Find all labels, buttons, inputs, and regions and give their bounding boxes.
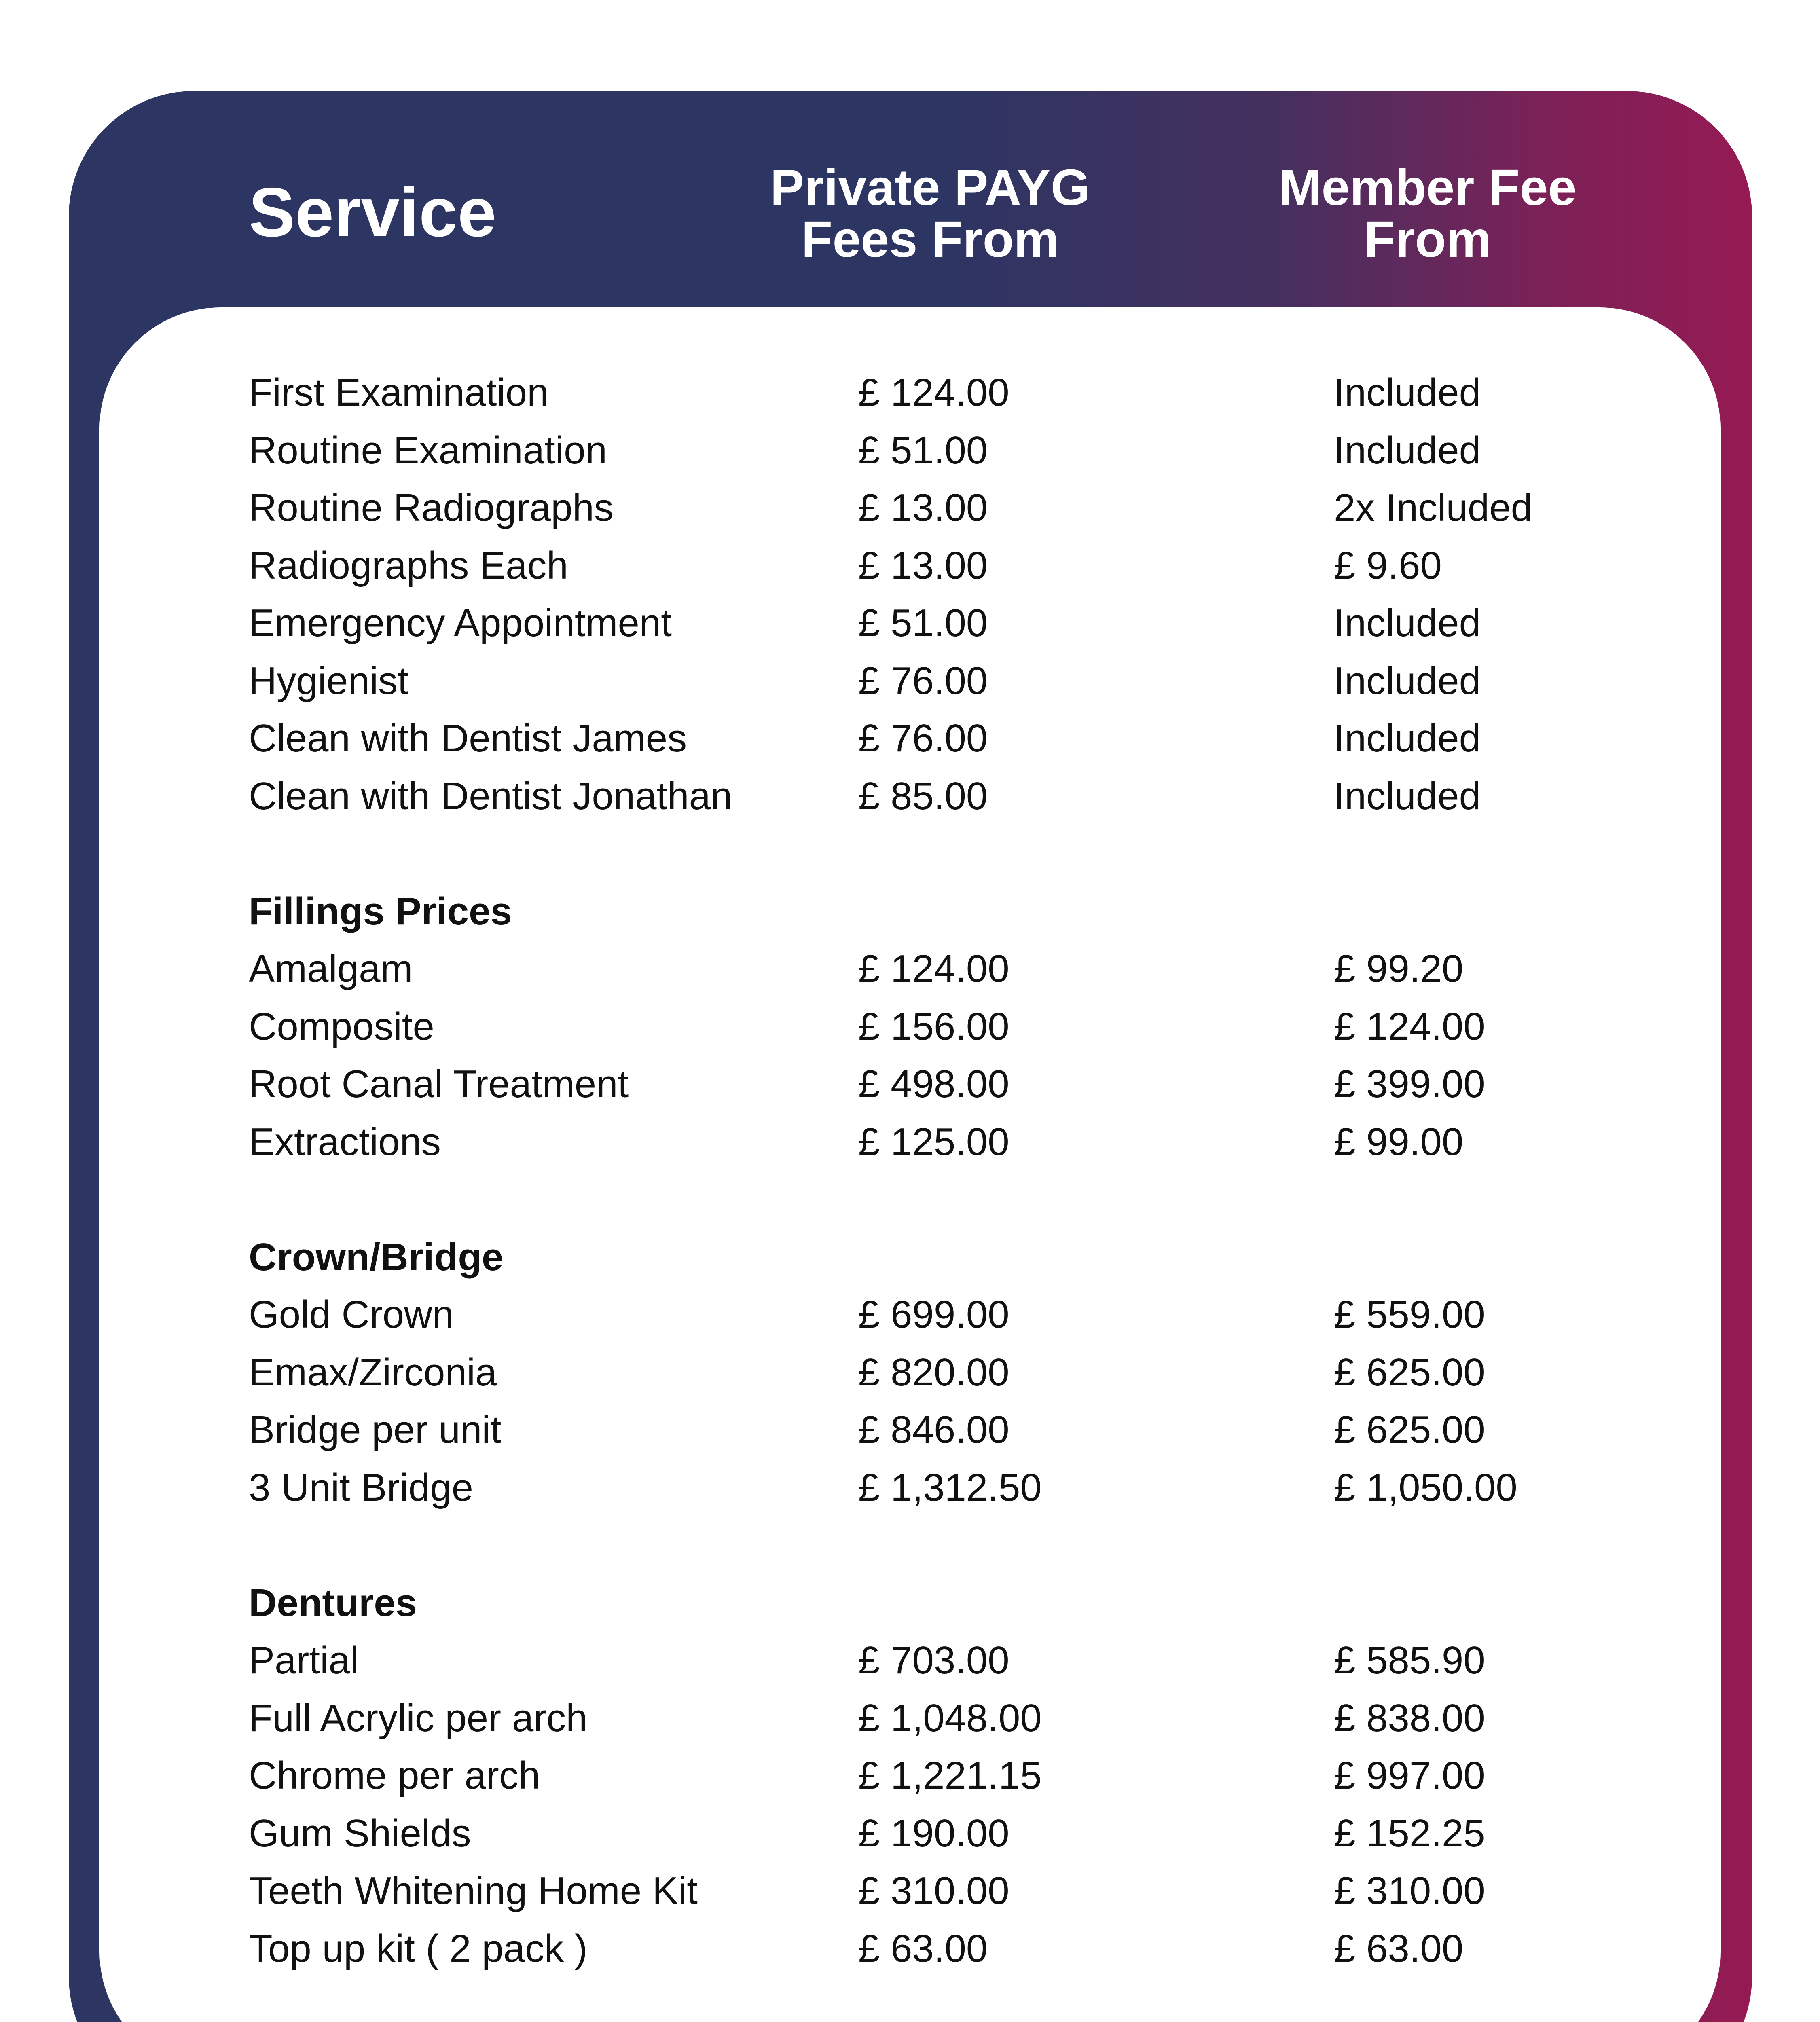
section-general: [249, 364, 1664, 825]
service-name: 3 Unit Bridge: [249, 1466, 473, 1509]
table-row: [249, 1401, 1664, 1459]
member-price: Included: [1334, 659, 1481, 702]
service-name: Amalgam: [249, 947, 413, 990]
header-payg: [740, 159, 1120, 268]
section-title-dentures: Dentures: [249, 1581, 417, 1624]
service-name: Emergency Appointment: [249, 601, 672, 645]
section-title-crown-bridge: Crown/Bridge: [249, 1235, 504, 1279]
service-name: Composite: [249, 1005, 434, 1048]
payg-price: £ 63.00: [858, 1927, 988, 1970]
payg-price: £ 51.00: [858, 428, 988, 472]
payg-price: £ 156.00: [858, 1005, 1009, 1048]
table-row: [249, 1113, 1664, 1171]
table-row: [249, 652, 1664, 710]
service-name: Partial: [249, 1639, 359, 1682]
table-row: [249, 1690, 1664, 1747]
table-row: [249, 1055, 1664, 1113]
payg-price: £ 51.00: [858, 601, 988, 645]
member-price: Included: [1334, 717, 1481, 760]
section-dentures: [249, 1574, 1664, 1978]
service-name: Full Acrylic per arch: [249, 1696, 588, 1740]
table-row: [249, 1344, 1664, 1402]
member-price: £ 997.00: [1334, 1754, 1485, 1797]
member-price: £ 310.00: [1334, 1869, 1485, 1912]
service-name: Routine Examination: [249, 428, 607, 472]
service-name: Emax/Zirconia: [249, 1350, 497, 1394]
header-payg-line1: Private PAYG: [770, 159, 1090, 216]
table-row: [249, 710, 1664, 768]
service-name: Clean with Dentist James: [249, 717, 687, 760]
payg-price: £ 703.00: [858, 1639, 1009, 1682]
payg-price: £ 820.00: [858, 1350, 1009, 1394]
member-price: £ 625.00: [1334, 1408, 1485, 1451]
payg-price: £ 124.00: [858, 947, 1009, 990]
payg-price: £ 498.00: [858, 1062, 1009, 1106]
member-price: Included: [1334, 601, 1481, 645]
service-name: Gum Shields: [249, 1811, 471, 1855]
member-price: 2x Included: [1334, 486, 1533, 529]
payg-price: £ 76.00: [858, 717, 988, 760]
section-fillings: [249, 883, 1664, 1171]
member-price: £ 152.25: [1334, 1811, 1485, 1855]
member-price: Included: [1334, 428, 1481, 472]
payg-price: £ 85.00: [858, 774, 988, 818]
table-row: [249, 594, 1664, 652]
payg-price: £ 1,312.50: [858, 1466, 1042, 1509]
service-name: Extractions: [249, 1120, 441, 1163]
payg-price: £ 124.00: [858, 371, 1009, 414]
payg-price: £ 190.00: [858, 1811, 1009, 1855]
table-row: [249, 1459, 1664, 1517]
service-name: Top up kit ( 2 pack ): [249, 1927, 588, 1970]
member-price: £ 99.20: [1334, 947, 1464, 990]
price-table: [249, 364, 1664, 1978]
service-name: Bridge per unit: [249, 1408, 502, 1451]
member-price: £ 838.00: [1334, 1696, 1485, 1740]
section-spacer: [249, 1171, 1664, 1229]
member-price: £ 124.00: [1334, 1005, 1485, 1048]
payg-price: £ 310.00: [858, 1869, 1009, 1912]
service-name: Root Canal Treatment: [249, 1062, 629, 1106]
header-member-line1: Member Fee: [1279, 159, 1577, 216]
payg-price: £ 76.00: [858, 659, 988, 702]
header-payg-line2: Fees From: [801, 211, 1059, 268]
table-row: [249, 768, 1664, 825]
service-name: Gold Crown: [249, 1293, 454, 1336]
service-name: Routine Radiographs: [249, 486, 614, 529]
table-row: [249, 479, 1664, 537]
member-price: £ 625.00: [1334, 1350, 1485, 1394]
payg-price: £ 13.00: [858, 486, 988, 529]
table-row: [249, 537, 1664, 595]
section-spacer: [249, 825, 1664, 883]
member-price: £ 99.00: [1334, 1120, 1464, 1163]
payg-price: £ 846.00: [858, 1408, 1009, 1451]
payg-price: £ 699.00: [858, 1293, 1009, 1336]
member-price: £ 9.60: [1334, 544, 1442, 587]
payg-price: £ 125.00: [858, 1120, 1009, 1163]
section-title-fillings: Fillings Prices: [249, 889, 512, 933]
table-row: [249, 364, 1664, 422]
service-name: Chrome per arch: [249, 1754, 540, 1797]
table-row: [249, 1747, 1664, 1805]
table-row: [249, 1805, 1664, 1863]
service-name: Hygienist: [249, 659, 408, 702]
section-crown-bridge: [249, 1229, 1664, 1517]
header-member-line2: From: [1364, 211, 1492, 268]
member-price: Included: [1334, 774, 1481, 818]
table-row: [249, 1286, 1664, 1344]
member-price: £ 399.00: [1334, 1062, 1485, 1106]
payg-price: £ 13.00: [858, 544, 988, 587]
table-row: [249, 940, 1664, 998]
table-row: [249, 1920, 1664, 1978]
service-name: First Examination: [249, 371, 549, 414]
member-price: £ 63.00: [1334, 1927, 1464, 1970]
member-price: £ 1,050.00: [1334, 1466, 1517, 1509]
payg-price: £ 1,048.00: [858, 1696, 1042, 1740]
table-row: [249, 1862, 1664, 1920]
payg-price: £ 1,221.15: [858, 1754, 1042, 1797]
section-spacer: [249, 1516, 1664, 1574]
header-member: [1246, 159, 1610, 268]
member-price: Included: [1334, 371, 1481, 414]
table-row: [249, 998, 1664, 1056]
table-row: [249, 1632, 1664, 1690]
service-name: Radiographs Each: [249, 544, 568, 587]
header-service: Service: [249, 173, 497, 251]
member-price: £ 585.90: [1334, 1639, 1485, 1682]
member-price: £ 559.00: [1334, 1293, 1485, 1336]
service-name: Clean with Dentist Jonathan: [249, 774, 732, 818]
table-row: [249, 422, 1664, 480]
service-name: Teeth Whitening Home Kit: [249, 1869, 698, 1912]
